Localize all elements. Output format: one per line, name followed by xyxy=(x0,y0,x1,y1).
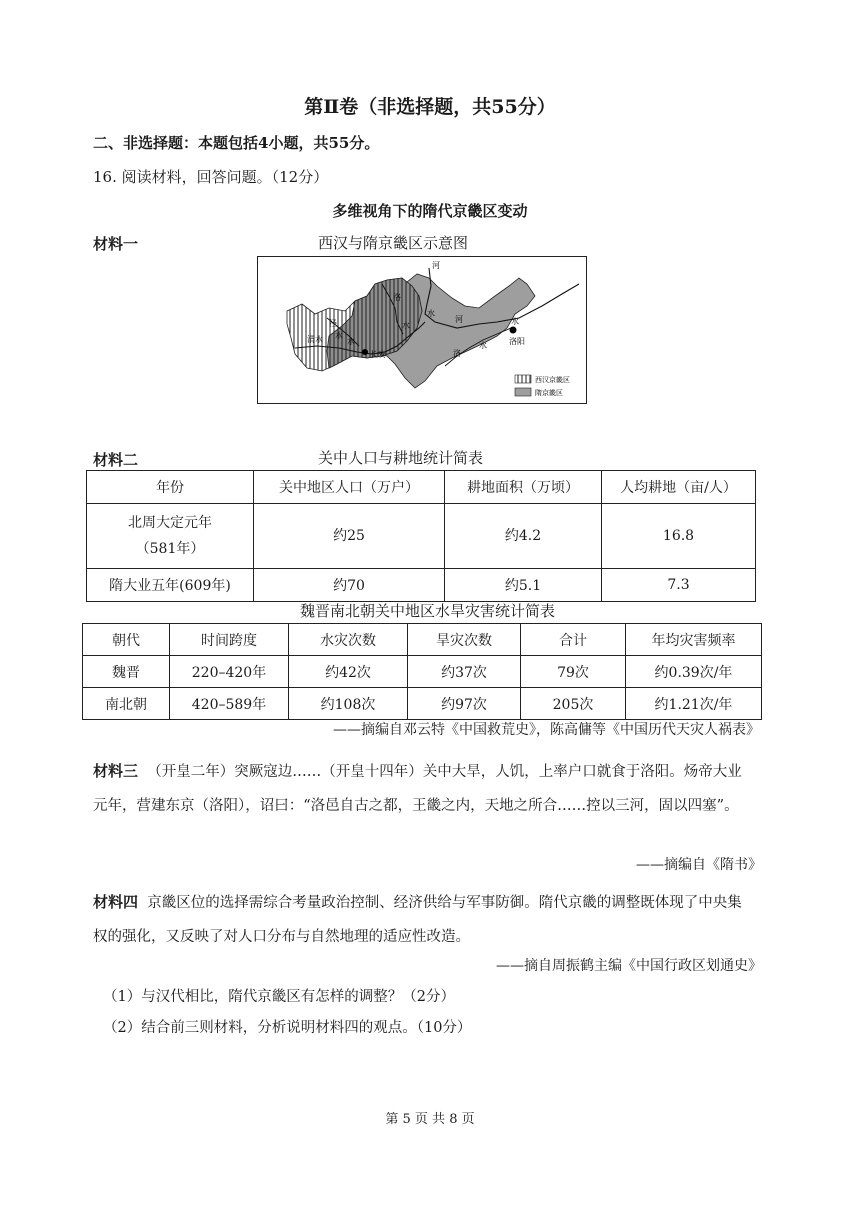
page-number: 第 5 页 共 8 页 xyxy=(385,1112,475,1127)
map-label-weishui: 渭水 xyxy=(307,335,323,344)
map-label-luoyang: 洛阳 xyxy=(509,337,525,346)
map-label-shui4: 水 xyxy=(427,309,435,318)
legend-sui: 隋京畿区 xyxy=(535,389,563,397)
material3 xyxy=(93,754,753,823)
material3-source: ——摘编自《隋书》 xyxy=(636,857,762,873)
table-cell: 约37次 xyxy=(408,656,521,688)
table1-title: 关中人口与耕地统计简表 xyxy=(318,449,484,467)
table-cell: 205次 xyxy=(521,688,626,720)
material4-text: 京畿区位的选择需综合考量政治控制、经济供给与军事防御。隋代京畿的调整既体现了中央集权的强化，又反映了对人口分布与自然地理的适应性改造。 xyxy=(93,895,742,945)
table-row xyxy=(83,656,762,688)
table-cell-year: 北周大定元年 （581年） xyxy=(87,504,254,569)
table-header: 关中地区人口（万户） xyxy=(254,471,445,504)
table-cell-year: 隋大业五年(609年) xyxy=(87,569,254,602)
map-label-jing: 泾 xyxy=(329,319,337,328)
legend-han: 西汉京畿区 xyxy=(535,376,570,384)
table-cell: 7.3 xyxy=(602,569,756,602)
table-header: 水灾次数 xyxy=(289,624,408,656)
map-label-shui2: 水 xyxy=(402,321,410,330)
material3-label: 材料三 xyxy=(93,762,139,780)
table-cell: 16.8 xyxy=(602,504,756,569)
table-cell: 约108次 xyxy=(289,688,408,720)
population-farmland-table xyxy=(86,470,756,602)
sub-question-1: （1）与汉代相比，隋代京畿区有怎样的调整？（2分） xyxy=(103,989,455,1005)
table-cell: 约97次 xyxy=(408,688,521,720)
table-header: 旱灾次数 xyxy=(408,624,521,656)
map-label-luo: 洛 xyxy=(393,293,401,302)
part-heading: 二、非选择题：本题包括4小题，共55分。 xyxy=(93,134,380,152)
capital-region-map xyxy=(257,256,587,404)
material3-text: （开皇二年）突厥寇边……（开皇十四年）关中大旱，人饥，上率户口就食于洛阳。炀帝大业元年，营建东京（洛阳），诏曰：“洛邑自古之都，王畿之内，天地之所合……控以三河，固以四塞”。 xyxy=(93,764,742,814)
map-label-luo2: 洛 xyxy=(453,349,461,358)
table-header: 年份 xyxy=(87,471,254,504)
map-title: 西汉与隋京畿区示意图 xyxy=(318,234,469,252)
map-label-changan: 长安 xyxy=(370,350,386,359)
material4-source: ——摘自周振鹤主编《中国行政区划通史》 xyxy=(496,958,762,974)
sub-question-2: （2）结合前三则材料，分析说明材料四的观点。（10分） xyxy=(103,1020,472,1036)
topic-title: 多维视角下的隋代京畿区变动 xyxy=(332,202,528,220)
section-title: 第Ⅱ卷（非选择题，共55分） xyxy=(304,96,556,118)
table-header-row xyxy=(83,624,762,656)
table-header-row xyxy=(87,471,756,504)
map-label-shui3: 水 xyxy=(347,337,355,346)
table-header: 年均灾害频率 xyxy=(626,624,762,656)
table-cell: 约4.2 xyxy=(445,504,602,569)
table-cell: 约0.39次/年 xyxy=(626,656,762,688)
material1-label: 材料一 xyxy=(93,235,139,253)
table-cell: 约70 xyxy=(254,569,445,602)
question-16: 16. 阅读材料，回答问题。（12分） xyxy=(93,168,329,186)
table-header: 时间跨度 xyxy=(170,624,289,656)
table-cell: 79次 xyxy=(521,656,626,688)
table-cell: 220–420年 xyxy=(170,656,289,688)
table-cell: 南北朝 xyxy=(83,688,170,720)
table-row xyxy=(87,569,756,602)
table-header: 人均耕地（亩/人） xyxy=(602,471,756,504)
map-label-shui6: 水 xyxy=(511,317,519,326)
material2-label: 材料二 xyxy=(93,451,139,469)
material4 xyxy=(93,885,753,954)
table2-title: 魏晋南北朝关中地区水旱灾害统计简表 xyxy=(300,602,556,620)
table-row xyxy=(83,688,762,720)
map-label-he-top: 河 xyxy=(432,261,440,270)
table-row xyxy=(87,504,756,569)
table-header: 合计 xyxy=(521,624,626,656)
legend-swatch-sui xyxy=(515,388,531,396)
map-label-shui5: 水 xyxy=(479,341,487,350)
table-cell: 约42次 xyxy=(289,656,408,688)
changan-dot xyxy=(362,349,368,355)
table-header: 朝代 xyxy=(83,624,170,656)
table-cell: 约25 xyxy=(254,504,445,569)
table-cell: 魏晋 xyxy=(83,656,170,688)
luoyang-dot xyxy=(510,327,517,334)
material4-label: 材料四 xyxy=(93,893,139,911)
table-cell: 约5.1 xyxy=(445,569,602,602)
disaster-table xyxy=(82,623,762,720)
map-label-he2: 河 xyxy=(455,315,463,324)
table-cell: 约1.21次/年 xyxy=(626,688,762,720)
material2-source: ——摘编自邓云特《中国救荒史》，陈高傭等《中国历代天灾人祸表》 xyxy=(333,722,760,738)
legend-swatch-han xyxy=(515,375,531,383)
table-cell: 420–589年 xyxy=(170,688,289,720)
table-header: 耕地面积（万顷） xyxy=(445,471,602,504)
map-label-shui1: 水 xyxy=(335,331,343,340)
